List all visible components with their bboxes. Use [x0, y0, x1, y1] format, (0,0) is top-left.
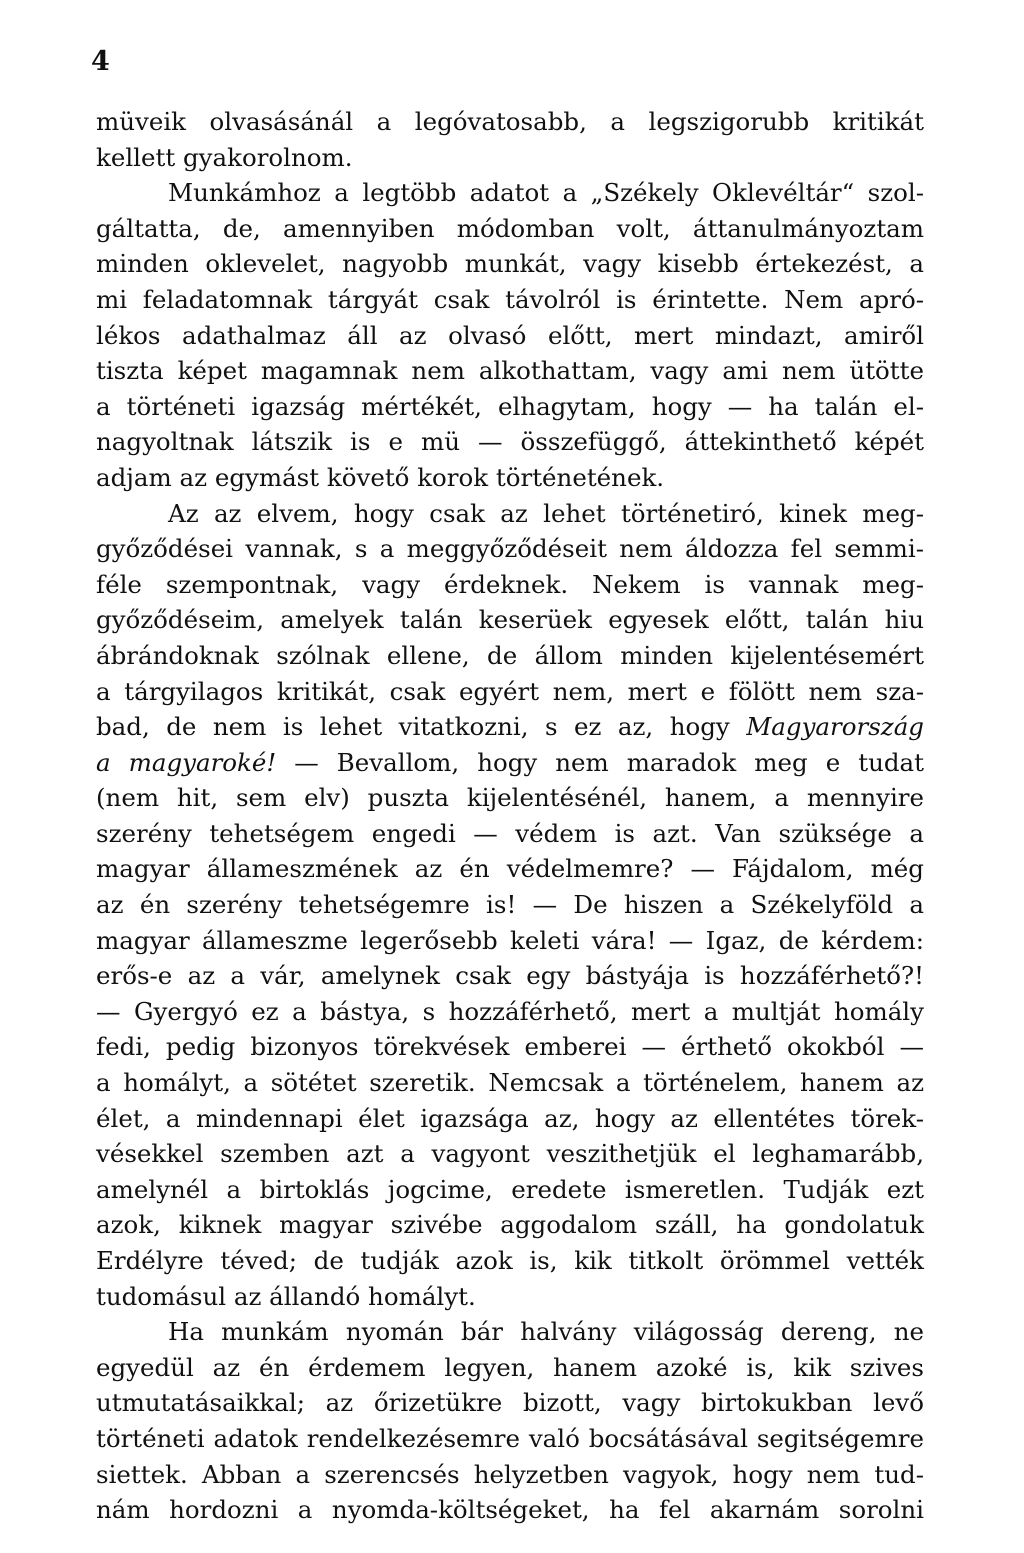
text-line: a történeti igazság mértékét, elhagytam, hogy — ha talán el-	[96, 391, 924, 421]
text-line: magyar állameszmének az én védelmemre? — Fájdalom, még	[96, 854, 924, 884]
text-line: Erdélyre téved; de tudják azok is, kik titkolt örömmel vették	[96, 1246, 924, 1275]
text-line: fedi, pedig bizonyos törekvések emberei — érthető okokból —	[96, 1032, 924, 1062]
text-line: adjam az egymást követő korok történetének.	[96, 462, 665, 492]
text-line: tudomásul az állandó homályt.	[96, 1281, 476, 1311]
line-18-text	[96, 748, 924, 777]
text-line: minden oklevelet, nagyobb munkát, vagy kisebb értekezést, a	[96, 249, 924, 279]
text-segment: — Bevallom, hogy nem maradok meg e tudat	[276, 747, 924, 777]
text-line: féle szempontnak, vagy érdeknek. Nekem is vannak meg-	[96, 569, 924, 599]
text-line: élet, a mindennapi élet igazsága az, hogy az ellentétes törek-	[96, 1103, 924, 1133]
text-line: győződéseim, amelyek talán keserüek egyesek előtt, talán hiu	[96, 605, 924, 635]
text-line: gáltatta, de, amennyiben módomban volt, áttanulmányoztam	[96, 213, 924, 243]
text-line: tiszta képet magamnak nem alkothattam, vagy ami nem ütötte	[96, 356, 924, 386]
text-line: Munkámhoz a legtöbb adatot a „Székely Oklevéltár“ szol-	[168, 178, 924, 208]
text-line: mi feladatomnak tárgyát csak távolról is érintette. Nem apró-	[96, 284, 924, 314]
text-line: Ha munkám nyomán bár halvány világosság dereng, ne	[168, 1317, 924, 1347]
text-line: kellett gyakorolnom.	[96, 142, 353, 172]
text-line: győződései vannak, s a meggyőződéseit nem áldozza fel semmi-	[96, 534, 924, 564]
text-segment: bad, de nem is lehet vitatkozni, s ez az, hogy	[96, 712, 747, 742]
text-line: nám hordozni a nyomda-költségeket, ha fel akarnám sorolni	[96, 1495, 924, 1525]
text-line: utmutatásaikkal; az őrizetükre bizott, vagy birtokukban levő	[96, 1388, 924, 1418]
text-line: (nem hit, sem elv) puszta kijelentésénél, hanem, a mennyire	[96, 783, 924, 813]
text-line: a homályt, a sötétet szeretik. Nemcsak a történelem, hanem az	[96, 1068, 924, 1098]
text-line: siettek. Abban a szerencsés helyzetben vagyok, hogy nem tud-	[96, 1459, 924, 1489]
text-line: erős-e az a vár, amelynek csak egy bástyája is hozzáférhető?!	[96, 961, 924, 991]
text-line	[96, 745, 924, 781]
text-line: szerény tehetségem engedi — védem is azt. Van szüksége a	[96, 818, 924, 848]
text-line: nagyoltnak látszik is e mü — összefüggő, áttekinthető képét	[96, 427, 924, 457]
text-line: vésekkel szemben azt a vagyont veszithetjük el leghamarább,	[96, 1139, 924, 1169]
italic-phrase: a magyaroké!	[96, 747, 277, 777]
text-line: ábrándoknak szólnak ellene, de állom minden kijelentésemért	[96, 640, 924, 670]
text-line: egyedül az én érdemem legyen, hanem azoké is, kik szives	[96, 1352, 924, 1382]
text-line: lékos adathalmaz áll az olvasó előtt, mert mindazt, amiről	[96, 320, 924, 350]
text-line	[96, 709, 924, 745]
text-line: Az az elvem, hogy csak az lehet történetiró, kinek meg-	[168, 498, 924, 528]
text-line: az én szerény tehetségemre is! — De hiszen a Székelyföld a	[96, 890, 924, 920]
text-line: magyar állameszme legerősebb keleti vára! — Igaz, de kérdem:	[96, 925, 924, 955]
text-line: történeti adatok rendelkezésemre való bocsátásával segitségemre	[96, 1423, 924, 1453]
text-line: a tárgyilagos kritikát, csak egyért nem, mert e fölött nem sza-	[96, 676, 924, 706]
text-line: azok, kiknek magyar szivébe aggodalom száll, ha gondolatuk	[96, 1210, 924, 1240]
body-text	[96, 104, 924, 1528]
text-line: — Gyergyó ez a bástya, s hozzáférhető, mert a multját homály	[96, 996, 924, 1026]
italic-phrase: Magyarország	[746, 712, 924, 742]
line-17-text	[96, 712, 924, 741]
text-line: müveik olvasásánál a legóvatosabb, a legszigorubb kritikát	[96, 107, 924, 136]
text-line: amelynél a birtoklás jogcime, eredete ismeretlen. Tudják ezt	[96, 1174, 924, 1204]
page-number: 4	[91, 46, 110, 77]
